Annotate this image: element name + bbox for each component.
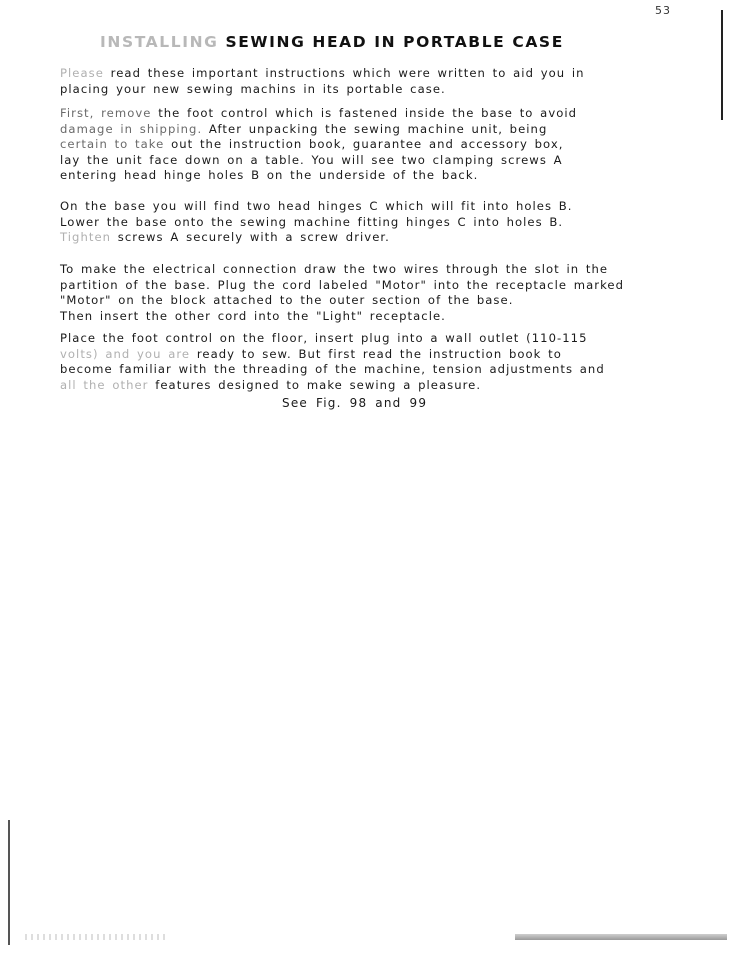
scan-noise [25,934,165,940]
text-line: Lower the base onto the sewing machine fitting hinges C into holes B. [60,214,564,229]
text-line: Place the foot control on the floor, insert plug into a wall outlet (110-115 [60,331,588,345]
paragraph-electrical [60,262,645,324]
paragraph-intro [60,66,645,97]
text-line: all the other features designed to make sewing a pleasure. [60,377,482,392]
scan-footer-rule [515,934,727,940]
text-line: To make the electrical connection draw the two wires through the slot in the [60,262,609,276]
paragraph-unpacking [60,106,645,184]
scan-edge-left [8,820,10,945]
text-line: lay the unit face down on a table. You will see two clamping screws A [60,152,563,167]
text-line: certain to take out the instruction book, guarantee and accessory box, [60,137,564,152]
text-line: "Motor" on the block attached to the outer section of the base. [60,293,514,308]
title-faded-part: INSTALLING [100,33,219,51]
text-line: entering head hinge holes B on the underside of the back. [60,168,479,183]
text-line: Tighten screws A securely with a screw driver. [60,230,390,245]
figure-reference: See Fig. 98 and 99 [282,396,428,410]
scan-edge-right [721,10,723,120]
text-line: volts) and you are ready to sew. But first read the instruction book to [60,346,562,361]
page-number: 53 [655,4,671,17]
text-line: Please read these important instructions which were written to aid you in [60,66,585,80]
text-line: partition of the base. Plug the cord labeled "Motor" into the receptacle marked [60,277,625,292]
title-main-part: SEWING HEAD IN PORTABLE CASE [225,33,564,51]
text-line: become familiar with the threading of the machine, tension adjustments and [60,362,605,377]
paragraph-hinges [60,199,645,246]
page-title [100,33,620,51]
text-line: On the base you will find two head hinges C which will fit into holes B. [60,199,573,213]
text-line: First, remove the foot control which is fastened inside the base to avoid [60,106,578,120]
text-line: placing your new sewing machins in its portable case. [60,81,446,96]
text-line: Then insert the other cord into the "Light" receptacle. [60,308,446,323]
paragraph-foot-control [60,331,645,393]
text-line: damage in shipping. After unpacking the sewing machine unit, being [60,121,548,136]
